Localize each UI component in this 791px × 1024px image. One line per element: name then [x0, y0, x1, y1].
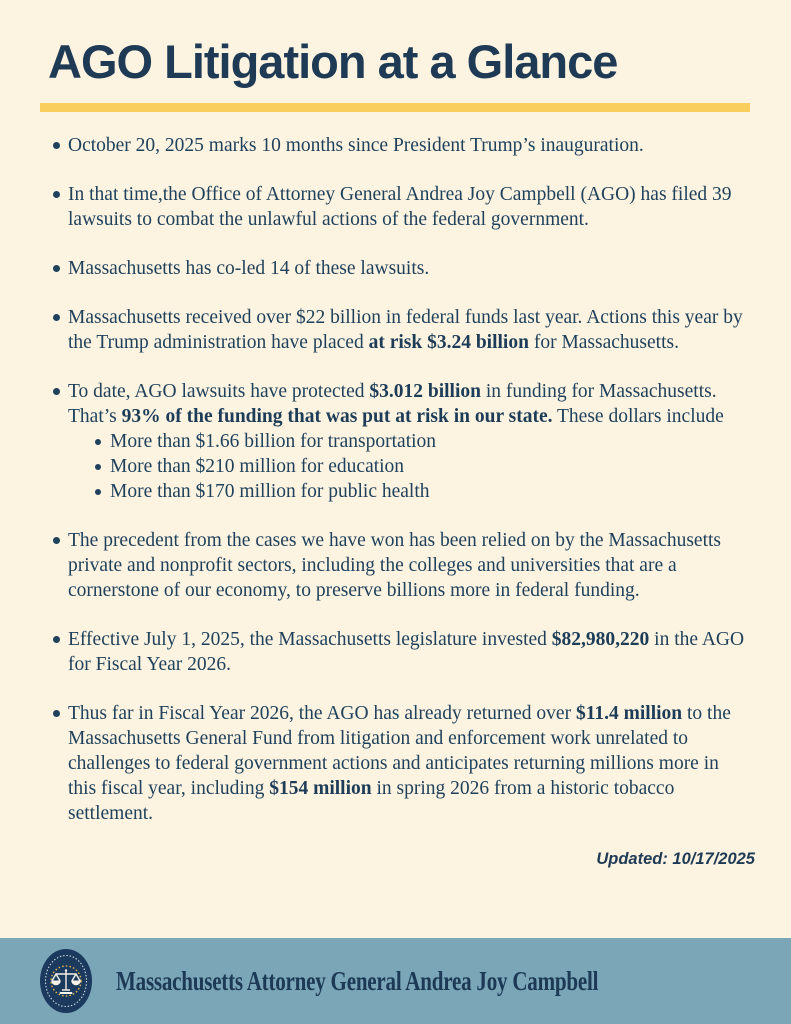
text-segment: to the Massachusetts General Fund from litigation and enforcement work unrelated to challenges to federal government actions and anticipates returning millions more in this fiscal year, including: [68, 702, 731, 799]
bullet-item-funding-protected: [40, 379, 747, 504]
sub-bullet-education: [95, 454, 747, 479]
sub-bullet-transportation: [95, 429, 747, 454]
text-segment: More than $1.66 billion for transportation: [110, 430, 437, 452]
bold-text-segment: $3.012 billion: [369, 380, 481, 402]
page-title: AGO Litigation at a Glance: [48, 35, 618, 88]
bold-text-segment: $82,980,220: [551, 628, 650, 650]
text-segment: Massachusetts received over $22 billion in federal funds last year. Actions this year by the Trump administration have placed: [68, 306, 743, 353]
text-segment: in the AGO for Fiscal Year 2026.: [68, 628, 745, 675]
updated-timestamp: Updated: 10/17/2025: [596, 849, 755, 868]
text-segment: October 20, 2025 marks 10 months since President Trump’s inauguration.: [68, 134, 644, 156]
text-segment: These dollars include: [552, 405, 724, 427]
bullet-list: [40, 133, 747, 826]
bullet-item-lawsuits-filed: [40, 182, 747, 232]
bullet-item-budget-investment: [40, 627, 747, 677]
bullet-item-inauguration: [40, 133, 747, 158]
sub-bullet-public-health: [95, 479, 747, 504]
bullet-item-returned-funds: [40, 701, 747, 826]
bold-text-segment: at risk $3.24 billion: [368, 331, 529, 353]
title-underline-rule: [40, 103, 750, 112]
text-segment: Effective July 1, 2025, the Massachusetts legislature invested: [68, 628, 552, 650]
text-segment: Massachusetts has co-led 14 of these lawsuits.: [68, 257, 430, 279]
text-segment: The precedent from the cases we have won has been relied on by the Massachusetts private and nonprofit sectors, including the colleges and universities that are a cornerstone of our economy, to preserve billions more in federal funding.: [68, 529, 722, 601]
bold-text-segment: 93% of the funding that was put at risk in our state.: [121, 405, 553, 427]
text-segment: in spring 2026 from a historic tobacco settlement.: [68, 777, 675, 824]
text-segment: To date, AGO lawsuits have protected: [68, 380, 370, 402]
text-segment: More than $170 million for public health: [110, 480, 430, 502]
text-segment: Thus far in Fiscal Year 2026, the AGO has already returned over: [68, 702, 576, 724]
text-segment: for Massachusetts.: [528, 331, 679, 353]
text-segment: in funding for Massachusetts. That’s: [68, 380, 717, 427]
bullet-item-precedent: [40, 528, 747, 603]
sub-bullet-list: [95, 429, 747, 504]
footer-bar: [0, 938, 791, 1024]
text-segment: In that time,the Office of Attorney General Andrea Joy Campbell (AGO) has filed 39 lawsuits to combat the unlawful actions of the federal government.: [68, 183, 732, 230]
footer-title: Massachusetts Attorney General Andrea Joy Campbell: [116, 965, 599, 996]
bold-text-segment: $11.4 million: [575, 702, 683, 724]
ago-seal-logo: [40, 949, 92, 1013]
bullet-item-funds-at-risk: [40, 305, 747, 355]
text-segment: More than $210 million for education: [110, 455, 405, 477]
bullet-item-coled-lawsuits: [40, 256, 747, 281]
bold-text-segment: $154 million: [269, 777, 372, 799]
